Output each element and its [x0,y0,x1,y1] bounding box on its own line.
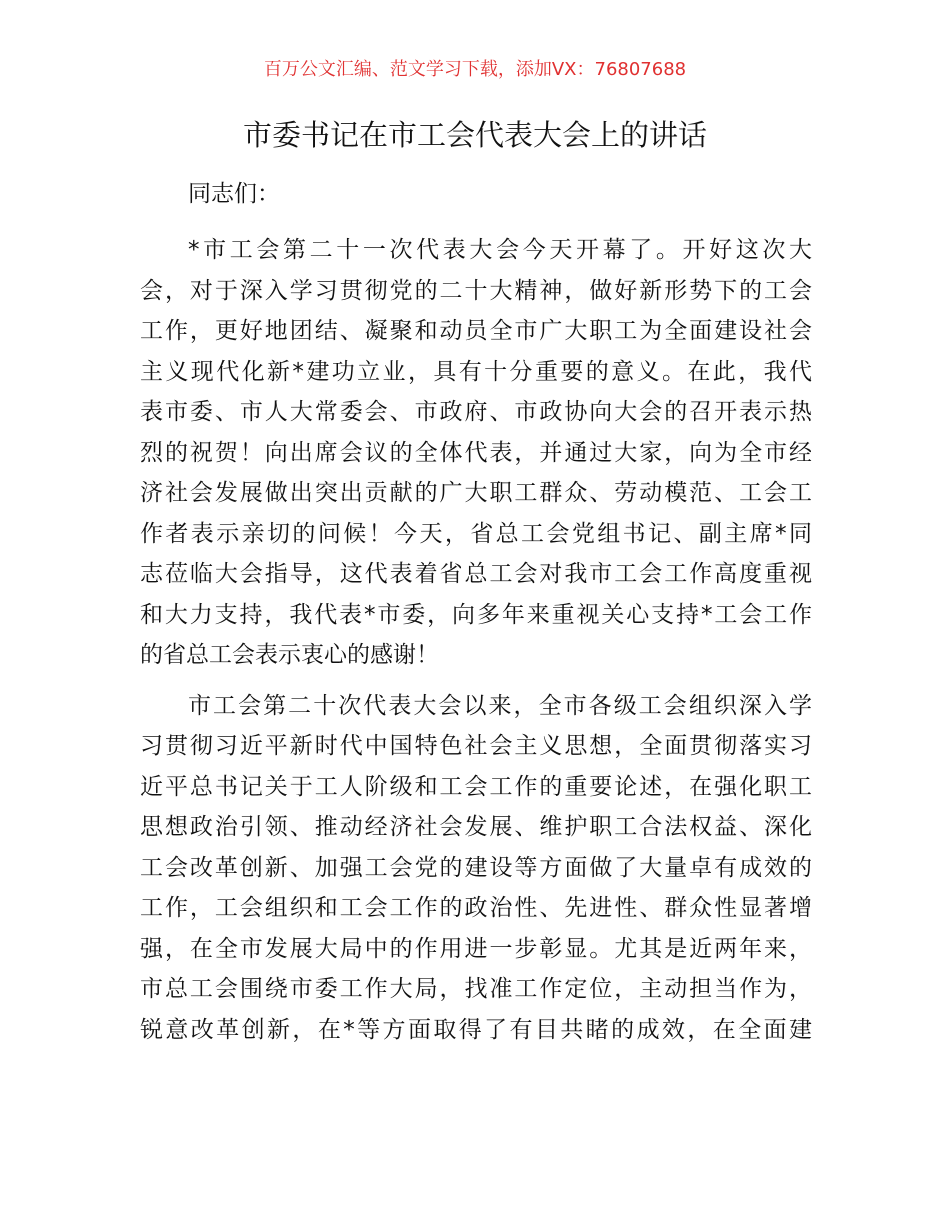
text-line: *市工会第二十一次代表大会今天开幕了。开好这次大 [188,237,812,263]
document-body [140,174,812,1050]
paragraph-1 [140,230,812,676]
text-line: 的省总工会表示衷心的感谢！ [140,642,439,668]
salutation: 同志们： [188,181,280,207]
text-line: 近平总书记关于工人阶级和工会工作的重要论述，在强化职工 [140,773,812,800]
paragraph-2 [140,686,812,1051]
text-line: 会，对于深入学习贯彻党的二十大精神，做好新形势下的工会 [140,277,812,304]
text-line: 强，在全市发展大局中的作用进一步彰显。尤其是近两年来， [140,935,812,962]
text-line: 思想政治引领、推动经济社会发展、维护职工合法权益、深化 [140,814,812,840]
text-line: 主义现代化新*建功立业，具有十分重要的意义。在此，我代 [140,358,812,385]
text-line: 济社会发展做出突出贡献的广大职工群众、劳动模范、工会工 [140,480,812,506]
text-line: 工会改革创新、加强工会党的建设等方面做了大量卓有成效的 [140,854,812,881]
text-line: 锐意改革创新，在*等方面取得了有目共睹的成效，在全面建 [140,1016,812,1043]
text-line: 工作，更好地团结、凝聚和动员全市广大职工为全面建设社会 [140,318,812,344]
header-watermark-note: 百万公文汇编、范文学习下载，添加VX：76807688 [263,59,687,80]
text-line: 市总工会围绕市委工作大局，找准工作定位，主动担当作为， [140,976,812,1002]
document-title: 市委书记在市工会代表大会上的讲话 [242,118,707,152]
text-line: 烈的祝贺！向出席会议的全体代表，并通过大家，向为全市经 [140,439,812,466]
text-line: 工作，工会组织和工会工作的政治性、先进性、群众性显著增 [140,895,812,921]
text-line: 志莅临大会指导，这代表着省总工会对我市工会工作高度重视 [140,561,812,587]
text-line: 和大力支持，我代表*市委，向多年来重视关心支持*工会工作 [140,601,812,628]
text-line: 表市委、市人大常委会、市政府、市政协向大会的召开表示热 [140,399,812,425]
text-line: 习贯彻习近平新时代中国特色社会主义思想，全面贯彻落实习 [140,733,812,759]
text-line: 作者表示亲切的问候！今天，省总工会党组书记、副主席*同 [140,520,812,547]
text-line: 市工会第二十次代表大会以来，全市各级工会组织深入学 [188,692,812,719]
